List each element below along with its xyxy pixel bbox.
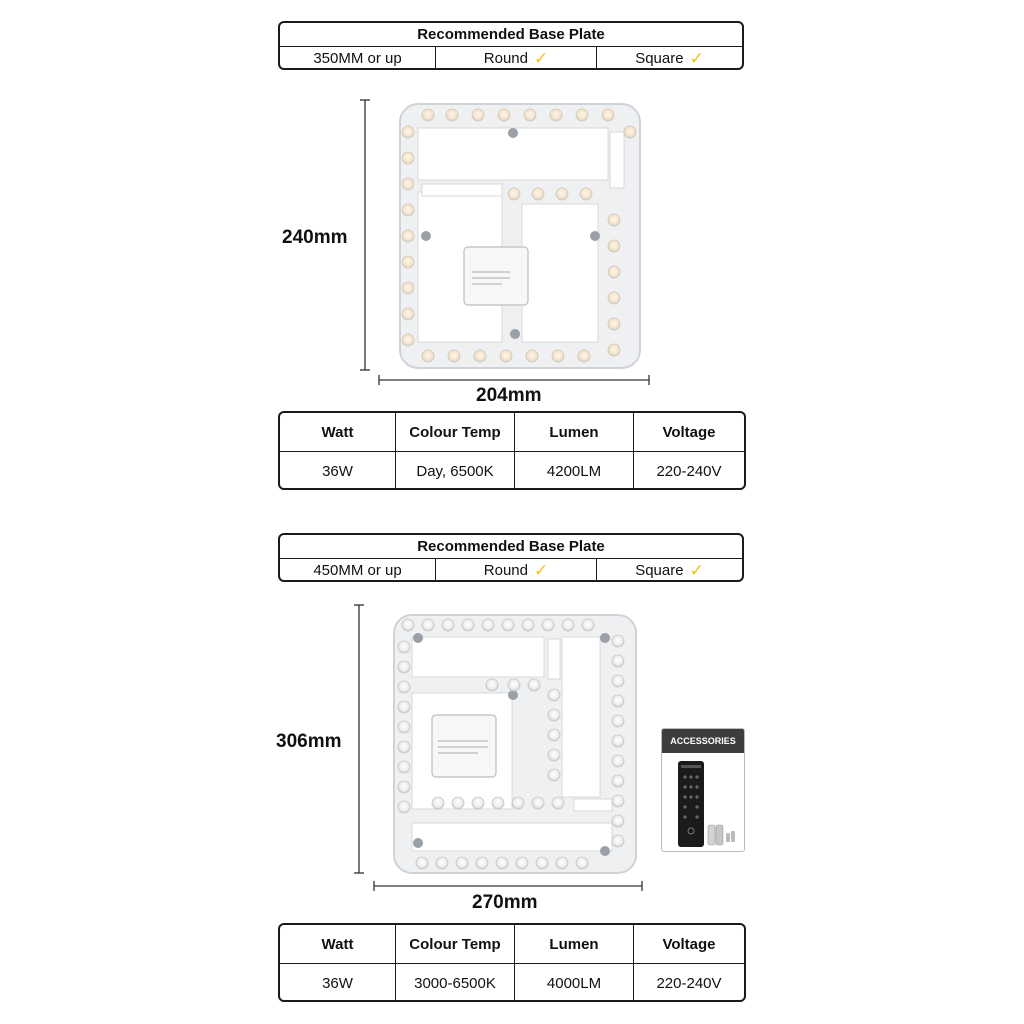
width-dimension-line	[372, 880, 644, 892]
square-label: Square	[635, 50, 684, 67]
base-plate-title: Recommended Base Plate	[280, 535, 742, 559]
value-watt: 36W	[280, 452, 396, 490]
value-voltage: 220-240V	[656, 974, 722, 992]
header-watt: Watt	[280, 925, 396, 963]
width-label: 204mm	[476, 385, 542, 406]
header-voltage: Voltage	[662, 935, 716, 953]
square-label: Square	[635, 562, 684, 579]
accessories-card	[661, 728, 745, 852]
value-voltage: 220-240V	[656, 462, 722, 480]
base-plate-title: Recommended Base Plate	[280, 23, 742, 47]
base-plate-size: 350MM or up	[280, 47, 436, 70]
base-plate-square	[597, 559, 742, 582]
value-colour-temp: Day, 6500K	[396, 452, 515, 490]
header-watt: Watt	[280, 413, 396, 451]
value-lumen: 4200LM	[515, 452, 634, 490]
led-module-image	[392, 613, 638, 875]
checkmark-icon: ✓	[533, 48, 549, 68]
header-voltage: Voltage	[662, 423, 716, 441]
value-lumen: 4000LM	[515, 964, 634, 1002]
checkmark-icon: ✓	[533, 560, 549, 580]
header-lumen: Lumen	[515, 925, 634, 963]
base-plate-size: 450MM or up	[280, 559, 436, 582]
header-colour-temp: Colour Temp	[396, 413, 515, 451]
accessories-title: ACCESSORIES	[662, 729, 744, 753]
spec-table-1	[278, 411, 746, 490]
remote-control-image	[662, 753, 745, 852]
checkmark-icon: ✓	[689, 48, 704, 68]
led-module-image	[398, 102, 642, 370]
value-colour-temp: 3000-6500K	[396, 964, 515, 1002]
round-label: Round	[483, 50, 528, 67]
round-label: Round	[483, 562, 528, 579]
height-dimension-line	[358, 98, 372, 372]
value-watt: 36W	[280, 964, 396, 1002]
base-plate-round	[436, 47, 597, 70]
base-plate-round	[436, 559, 597, 582]
base-plate-table-1	[278, 21, 744, 70]
width-label: 270mm	[472, 892, 538, 913]
base-plate-square	[597, 47, 742, 70]
height-dimension-line	[352, 603, 366, 875]
spec-table-2	[278, 923, 746, 1002]
height-label: 306mm	[276, 731, 342, 752]
base-plate-table-2	[278, 533, 744, 582]
header-lumen: Lumen	[515, 413, 634, 451]
height-label: 240mm	[282, 227, 348, 248]
header-colour-temp: Colour Temp	[396, 925, 515, 963]
checkmark-icon: ✓	[689, 560, 704, 580]
